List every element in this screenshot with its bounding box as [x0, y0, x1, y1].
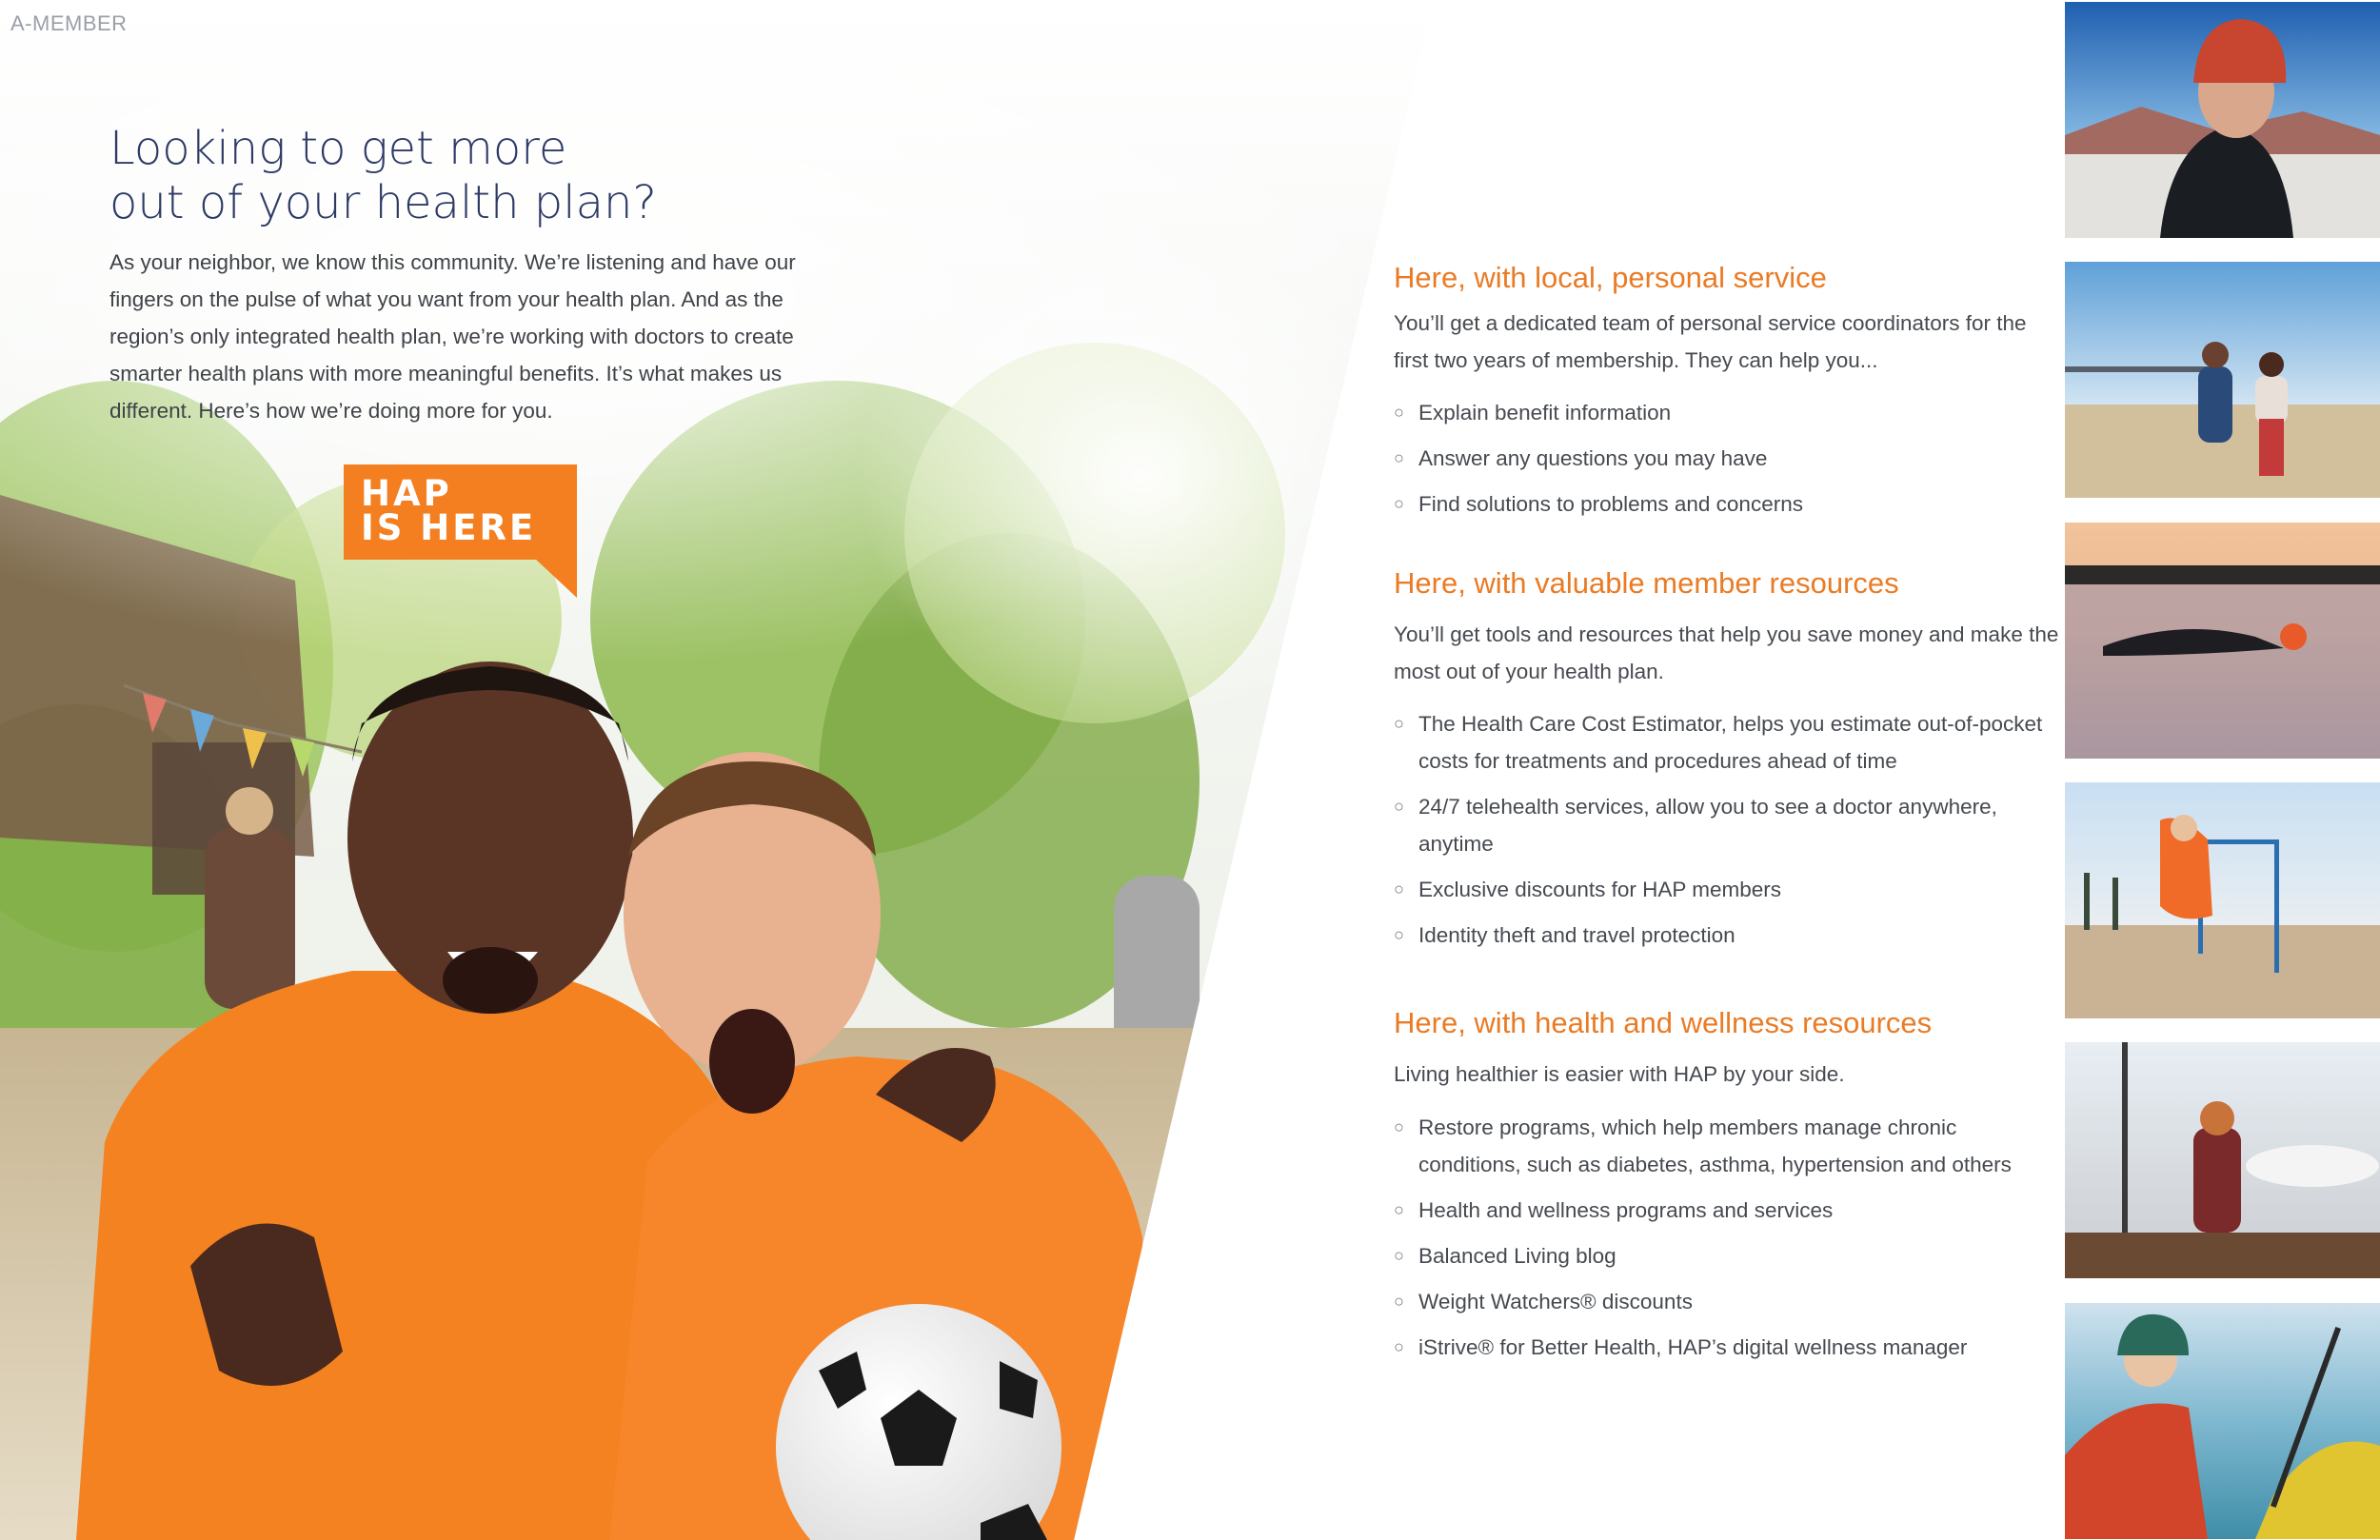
side-photo-beach-couple [2065, 262, 2380, 498]
list-item [1394, 1109, 2060, 1183]
page-title-line-1: Looking to get more [109, 122, 567, 175]
bullet-icon: ○ [1394, 797, 1404, 816]
section-body-member-resources: You’ll get tools and resources that help you save money and make the most out of your health plan. [1394, 622, 2059, 683]
list-item [1394, 1283, 2060, 1320]
bullet-icon: ○ [1394, 925, 1404, 944]
list-item-text: Balanced Living blog [1418, 1244, 1616, 1268]
list-item [1394, 788, 2060, 862]
badge-line-1: HAP [361, 473, 452, 514]
list-item [1394, 917, 2060, 954]
list-item-text: iStrive® for Better Health, HAP’s digital wellness manager [1418, 1335, 1968, 1359]
list-item-text: Answer any questions you may have [1418, 446, 1768, 470]
list-item-text: Health and wellness programs and services [1418, 1198, 1834, 1222]
bullet-icon: ○ [1394, 1200, 1404, 1219]
section-body-wellness-resources: Living healthier is easier with HAP by your side. [1394, 1062, 1845, 1086]
list-item-text: Exclusive discounts for HAP members [1418, 878, 1781, 901]
intro-paragraph: As your neighbor, we know this community. We’re listening and have our fingers on the pulse of what you want from your health plan. And as the region’s only integrated health plan, we’re working with doctors to create smarter health plans with more meaningful benefits. It’s what makes us different. Here’s how we’re doing more for you. [109, 250, 796, 423]
badge-line-2: IS HERE [361, 507, 537, 548]
list-item [1394, 1192, 2060, 1229]
list-item-text: Restore programs, which help members manage chronic conditions, such as diabetes, asthma, hypertension and others [1418, 1116, 2012, 1176]
side-photo-desert-walker [2065, 2, 2380, 238]
list-item [1394, 705, 2060, 780]
list-item-text: 24/7 telehealth services, allow you to see a doctor anywhere, anytime [1418, 795, 1997, 856]
hap-is-here-badge [344, 464, 577, 560]
brand-tag: A-MEMBER [10, 11, 128, 35]
page-title [109, 122, 871, 230]
bullet-list-personal-service [1394, 394, 2060, 531]
bullet-icon: ○ [1394, 448, 1404, 467]
section-title-personal-service: Here, with local, personal service [1394, 261, 1827, 294]
bullet-icon: ○ [1394, 403, 1404, 422]
bullet-icon: ○ [1394, 714, 1404, 733]
page-title-line-2: out of your health plan? [109, 176, 657, 229]
section-title-member-resources: Here, with valuable member resources [1394, 566, 1899, 600]
bullet-icon: ○ [1394, 1117, 1404, 1136]
bullet-icon: ○ [1394, 1246, 1404, 1265]
bullet-icon: ○ [1394, 1292, 1404, 1311]
list-item [1394, 1329, 2060, 1366]
side-photo-boat-traveler [2065, 1303, 2380, 1539]
list-item [1394, 871, 2060, 908]
side-photo-playground-kid [2065, 782, 2380, 1018]
list-item-text: Find solutions to problems and concerns [1418, 492, 1803, 516]
side-photo-airport-child [2065, 1042, 2380, 1278]
bullet-icon: ○ [1394, 494, 1404, 513]
list-item-text: Identity theft and travel protection [1418, 923, 1735, 947]
list-item [1394, 1237, 2060, 1274]
bullet-icon: ○ [1394, 1337, 1404, 1356]
bullet-icon: ○ [1394, 879, 1404, 898]
list-item [1394, 394, 2060, 431]
bullet-list-member-resources [1394, 705, 2060, 962]
list-item-text: Weight Watchers® discounts [1418, 1290, 1693, 1313]
bullet-list-wellness-resources [1394, 1109, 2060, 1374]
section-title-wellness-resources: Here, with health and wellness resources [1394, 1006, 1933, 1039]
section-body-personal-service: You’ll get a dedicated team of personal service coordinators for the first two years of membership. They can help you... [1394, 311, 2027, 372]
side-photo-swimmer [2065, 523, 2380, 759]
list-item [1394, 485, 2060, 523]
list-item-text: Explain benefit information [1418, 401, 1672, 424]
list-item [1394, 440, 2060, 477]
list-item-text: The Health Care Cost Estimator, helps you estimate out-of-pocket costs for treatments and procedures ahead of time [1418, 712, 2043, 773]
